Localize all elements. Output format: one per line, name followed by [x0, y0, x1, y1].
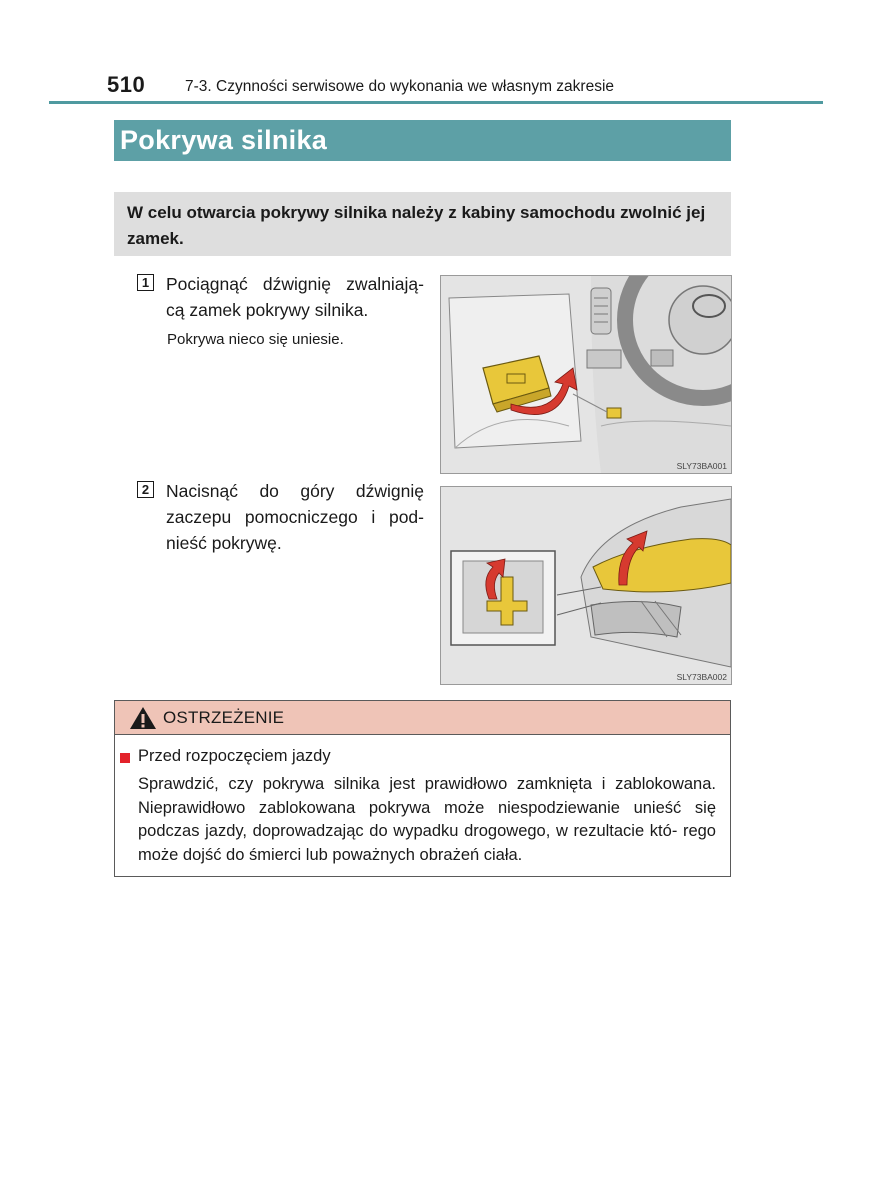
warning-subtitle: Przed rozpoczęciem jazdy: [138, 747, 331, 765]
step-text: Nacisnąć do góry dźwignię zaczepu pomocniczego i pod- nieść pokrywę.: [166, 481, 424, 553]
step-text: Pociągnąć dźwignię zwalniają- cą zamek pokrywy silnika.: [166, 274, 424, 320]
intro-box: W celu otwarcia pokrywy silnika należy z kabiny samochodu zwolnić jej zamek.: [114, 192, 731, 256]
page-header: [49, 72, 823, 106]
warning-box: [114, 700, 731, 877]
chapter-title: 7-3. Czynności serwisowe do wykonania we własnym zakresie: [185, 78, 615, 95]
warning-header: [115, 701, 730, 735]
figure-code: SLY73BA002: [676, 672, 727, 682]
figure-code: SLY73BA001: [676, 461, 727, 471]
warning-title: OSTRZEŻENIE: [163, 708, 285, 727]
step-number: 2: [137, 481, 154, 498]
step-note: Pokrywa nieco się uniesie.: [167, 331, 344, 348]
hood-release-illustration: [441, 276, 731, 473]
figure-auxiliary-catch: [440, 486, 732, 685]
warning-text: Sprawdzić, czy pokrywa silnika jest prawidłowo zamknięta i zablokowana. Nieprawidłowo zablokowana pokrywa może niespodziewanie unieść się podczas jazdy, doprowadzając do wypadku drogowego, w rezultacie któ- rego może dojść do śmierci lub poważnych obrażeń ciała.: [138, 775, 716, 864]
red-square-bullet: [120, 753, 130, 763]
header-rule: [49, 101, 823, 104]
step-number: 1: [137, 274, 154, 291]
hood-catch-illustration: [441, 487, 731, 684]
warning-triangle-icon: [129, 706, 157, 730]
section-title: Pokrywa silnika: [114, 120, 731, 161]
warning-body: [138, 773, 716, 867]
page-number: 510: [107, 72, 146, 97]
figure-hood-release-lever: [440, 275, 732, 474]
